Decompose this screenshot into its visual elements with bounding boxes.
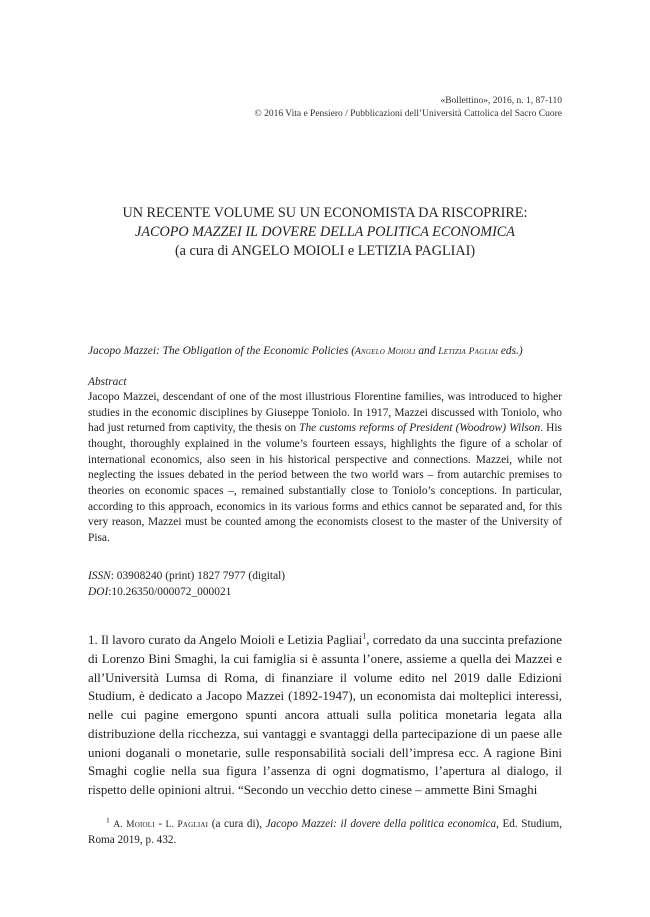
english-title <box>88 344 568 359</box>
body-part-1: 1. Il lavoro curato da Angelo Moioli e Letizia Pagliai <box>88 633 363 647</box>
english-title-editor-1: Angelo Moioli <box>355 346 416 357</box>
body-part-2: , corredato da una succinta prefazione di Lorenzo Bini Smaghi, la cui famiglia si è assunta l’onere, assieme a quella dei Mazzei e all’Università Lumsa di Roma, di finanziare il volume edito nel 2019 dalle Edizioni Studium, è dedicato a Jacopo Mazzei (1892-1947), un economista dai molteplici interessi, nelle cui pagine emergono spunti ancora attuali sulla politica monetaria legata alla distribuzione della ricchezza, sui vantaggi e svantaggi della partecipazione di un paese alle unioni doganali o monetarie, sulle responsabilità sociali dell’impresa ecc. A ragione Bini Smaghi coglie nella sua figura l’assenza di ogni dogmatismo, l’apertura al dialogo, il rispetto delle opinioni altrui. “Secondo un vecchio detto cinese – ammette Bini Smaghi <box>88 633 562 797</box>
footnote-book-title: Jacopo Mazzei: il dovere della politica economica <box>265 818 497 830</box>
abstract-part-1: Jacopo Mazzei, descendant of one of the most illustrious Florentine families, was introduced to higher studies in the economic disciplines by Giuseppe Toniolo. In 1917, Mazzei discussed with Toniolo, who had just returned from captivity, the thesis on <box>88 391 562 435</box>
footnote <box>88 817 562 849</box>
abstract-text <box>88 390 562 547</box>
english-title-main: Jacopo Mazzei: The Obligation of the Economic Policies ( <box>88 345 355 357</box>
footnote-cura: (a cura di), <box>208 818 266 830</box>
title-line-3: (a cura di ANGELO MOIOLI e LETIZIA PAGLIAI) <box>174 243 476 259</box>
footnote-author-2: L. Pagliai <box>165 820 209 830</box>
doi-line <box>88 585 285 601</box>
title-line-2: JACOPO MAZZEI IL DOVERE DELLA POLITICA ECONOMICA <box>135 224 515 240</box>
doi-label: DOI <box>88 585 109 598</box>
footnote-indent <box>88 818 106 830</box>
identifiers <box>88 569 285 600</box>
footnote-rest: , Ed. Studium, Roma 2019, p. 432. <box>88 818 562 847</box>
abstract-part-2: . His thought, thoroughly explained in the volume’s fourteen essays, highlights the figure of a scholar of international economics, also seen in his historical perspective and connections. Mazzei, while not neglecting the issues debated in the period between the two world wars – from autarchic premises to theories on economic spaces –, remained substantially close to Toniolo’s conceptions. In particular, according to this approach, economics in its various forms and ethics cannot be separated and, for this very reason, Mazzei must be counted among the economists closest to the master of the University of Pisa. <box>88 422 562 544</box>
english-title-and: and <box>415 345 439 357</box>
body-paragraph <box>88 631 562 800</box>
footnote-author-1: A. Moioli <box>113 820 155 830</box>
english-title-suffix: eds.) <box>498 345 523 357</box>
abstract-italic-title: The customs reforms of President (Woodrow) Wilson <box>299 422 541 435</box>
article-title <box>80 204 570 261</box>
abstract-label: Abstract <box>88 376 127 388</box>
footnote-number: 1 <box>106 815 110 825</box>
footnote-separator: - <box>154 818 166 830</box>
title-line-1: UN RECENTE VOLUME SU UN ECONOMISTA DA RISCOPRIRE: <box>122 205 528 221</box>
journal-citation: «Bollettino», 2016, n. 1, 87-110 <box>440 96 562 106</box>
issn-value: : 03908240 (print) 1827 7977 (digital) <box>110 570 286 582</box>
english-title-editor-2: Letizia Pagliai <box>438 346 499 357</box>
issn-line <box>88 569 285 585</box>
issn-label: ISSN <box>88 570 111 582</box>
journal-header <box>255 95 563 121</box>
footnote-ref[interactable]: 1 <box>362 631 367 641</box>
copyright-line: © 2016 Vita e Pensiero / Pubblicazioni dell’Università Cattolica del Sacro Cuore <box>254 109 562 119</box>
doi-value: :10.26350/000072_000021 <box>108 585 232 598</box>
